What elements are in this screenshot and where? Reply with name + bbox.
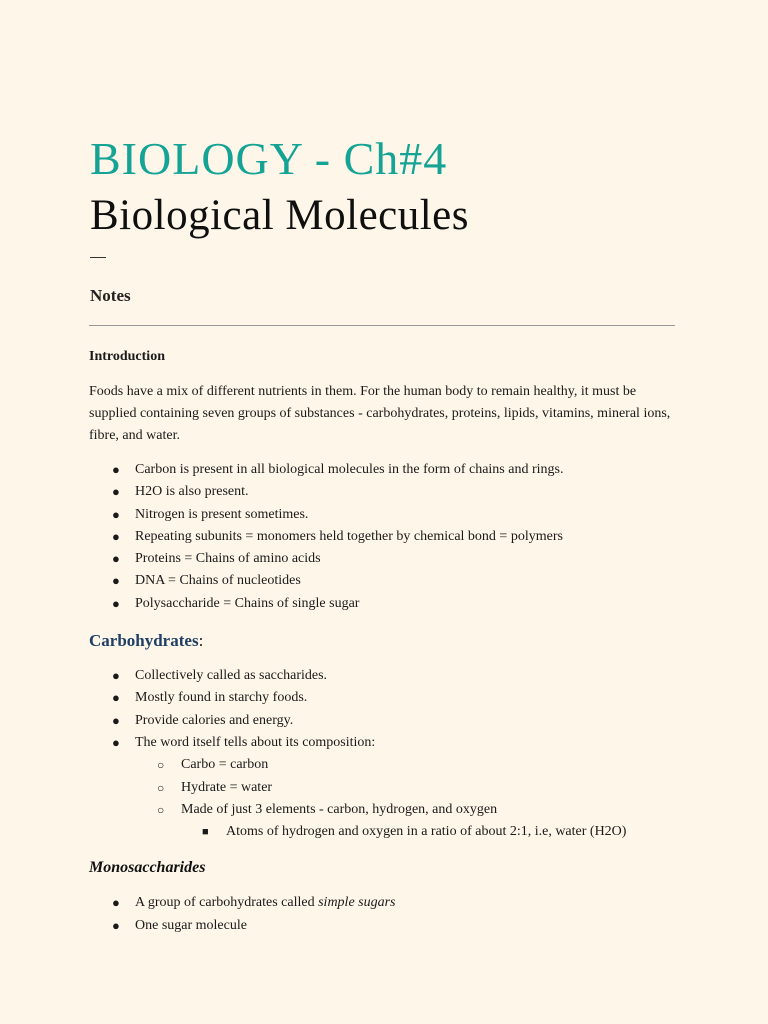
circle-bullet-marker: ○ — [157, 780, 165, 795]
carbohydrates-heading — [89, 629, 679, 653]
introduction-list — [89, 459, 679, 615]
list-item — [89, 754, 679, 776]
list-item — [89, 710, 679, 732]
list-item-text: Proteins = Chains of amino acids — [135, 551, 321, 567]
notes-label: Notes — [90, 286, 131, 305]
bullet-marker: ● — [112, 528, 120, 544]
list-item-text: The word itself tells about its composition: — [135, 734, 376, 750]
list-item — [89, 665, 679, 687]
circle-bullet-marker: ○ — [157, 802, 165, 817]
list-item — [89, 915, 679, 937]
chapter-heading: BIOLOGY - Ch#4 — [90, 133, 448, 184]
circle-bullet-marker: ○ — [157, 758, 165, 773]
square-bullet-marker: ■ — [202, 826, 209, 839]
list-item-text: Carbon is present in all biological molecules in the form of chains and rings. — [135, 462, 564, 477]
list-item — [89, 777, 679, 799]
bullet-marker: ● — [112, 712, 120, 728]
bullet-marker: ● — [112, 573, 120, 589]
list-item-text: Made of just 3 elements - carbon, hydrogen, and oxygen — [181, 801, 498, 817]
list-item — [89, 548, 679, 570]
list-item-text: Collectively called as saccharides. — [135, 668, 328, 684]
monosaccharides-heading: Monosaccharides — [89, 859, 206, 877]
bullet-marker: ● — [112, 462, 120, 477]
list-item-text: DNA = Chains of nucleotides — [135, 573, 301, 589]
list-item — [89, 593, 679, 615]
list-item — [89, 481, 679, 503]
list-item-text: H2O is also present. — [135, 484, 249, 500]
list-item-text: Mostly found in starchy foods. — [135, 690, 308, 706]
list-item — [89, 892, 679, 914]
list-item — [89, 821, 679, 843]
document-title: Biological Molecules — [90, 192, 470, 239]
divider-rule — [89, 325, 675, 326]
list-item-text: Polysaccharide = Chains of single sugar — [135, 595, 360, 611]
document-body — [89, 346, 679, 937]
emphasis-text: simple sugars — [318, 895, 396, 911]
carbohydrates-heading-text: Carbohydrates — [89, 631, 199, 651]
list-item — [89, 687, 679, 709]
bullet-marker: ● — [112, 668, 120, 684]
list-item-text: Repeating subunits = monomers held together by chemical bond = polymers — [135, 528, 563, 544]
bullet-marker: ● — [112, 484, 120, 500]
list-item — [89, 570, 679, 592]
introduction-heading: Introduction — [89, 349, 165, 364]
list-item-text: Hydrate = water — [181, 779, 273, 795]
list-item — [89, 459, 679, 481]
bullet-marker: ● — [112, 595, 120, 611]
list-item-text: One sugar molecule — [135, 917, 247, 933]
bullet-marker: ● — [112, 895, 120, 911]
list-item — [89, 799, 679, 821]
title-dash — [90, 257, 106, 258]
composition-list — [89, 754, 679, 821]
composition-detail-list — [89, 821, 679, 843]
list-item — [89, 504, 679, 526]
bullet-marker: ● — [112, 917, 120, 933]
bullet-marker: ● — [112, 690, 120, 706]
heading-colon: : — [198, 631, 204, 651]
list-item — [89, 732, 679, 754]
list-item-text: Provide calories and energy. — [135, 712, 294, 728]
list-item — [89, 526, 679, 548]
list-item-text: Carbo = carbon — [181, 757, 269, 773]
bullet-marker: ● — [112, 506, 120, 522]
list-item-text: A group of carbohydrates called — [135, 895, 319, 911]
carbohydrates-list — [89, 665, 679, 754]
introduction-paragraph: Foods have a mix of different nutrients in them. For the human body to remain healthy, it must be supplied containing seven groups of substances - carbohydrates, proteins, lipids, vitamins, mineral ions, fibre, and water. — [89, 384, 671, 443]
list-item-text: Nitrogen is present sometimes. — [135, 506, 309, 522]
bullet-marker: ● — [112, 551, 120, 567]
monosaccharides-list — [89, 892, 679, 937]
bullet-marker: ● — [112, 734, 120, 750]
list-item-text: Atoms of hydrogen and oxygen in a ratio of about 2:1, i.e, water (H2O) — [226, 824, 627, 840]
